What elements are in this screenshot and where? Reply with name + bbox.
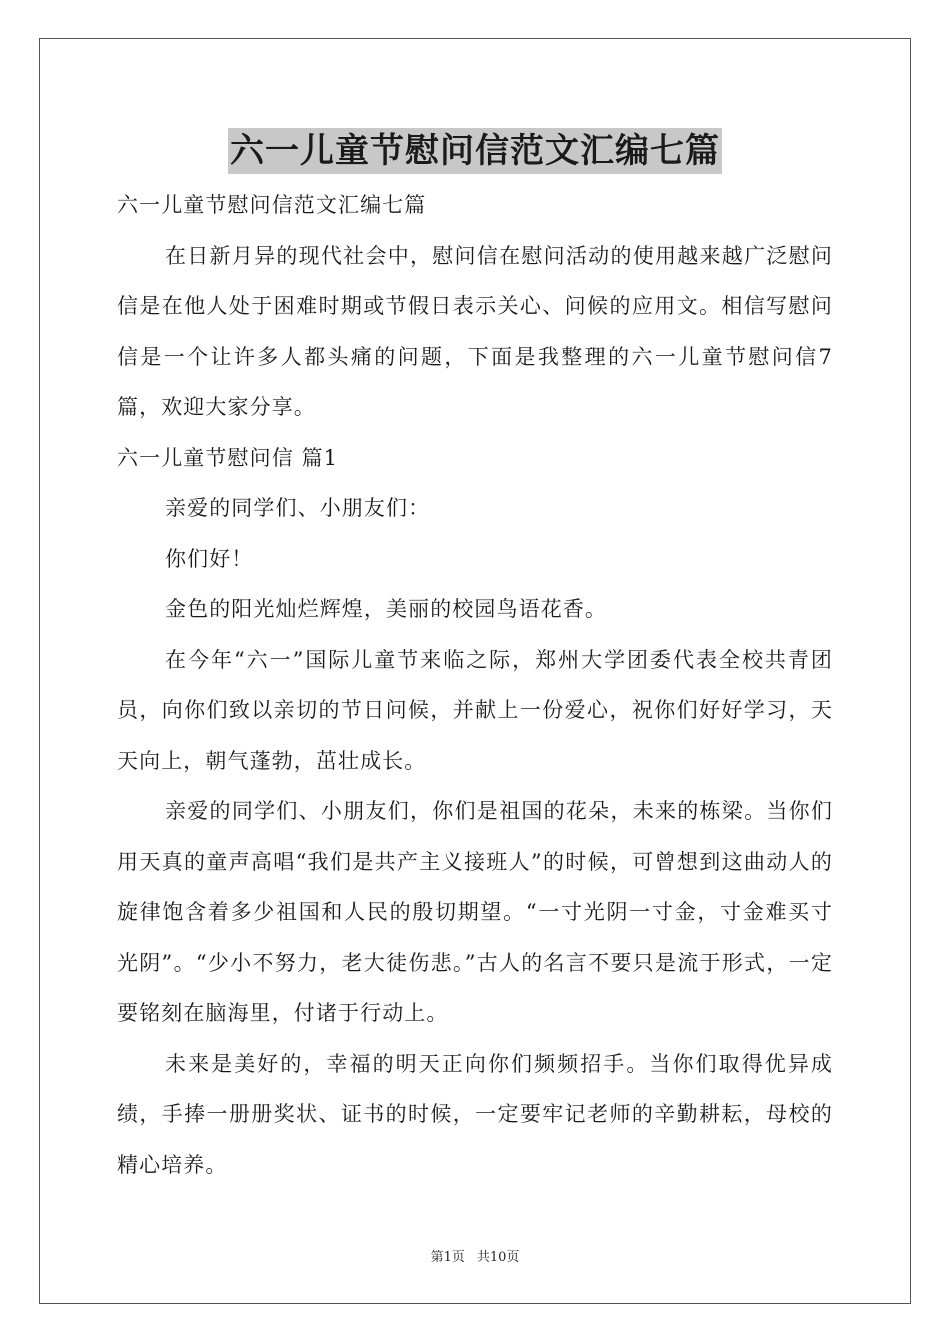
paragraph-0: 六一儿童节慰问信范文汇编七篇 — [117, 193, 427, 217]
paragraph-3: 亲爱的同学们、小朋友们： — [165, 496, 431, 520]
document-title: 六一儿童节慰问信范文汇编七篇 — [228, 128, 722, 174]
page-number: 第1页 — [430, 1250, 465, 1265]
paragraph-7: 亲爱的同学们、小朋友们，你们是祖国的花朵，未来的栋梁。当你们用天真的童声高唱“我们是共产主义接班人”的时候，可曾想到这曲动人的旋律饱含着多少祖国和人民的殷切期望。“一寸光阴一寸金，寸金难买寸光阴”。“少小不努力，老大徒伤悲。”古人的名言不要只是流于形式，一定要铭刻在脑海里，付诸于行动上。 — [117, 799, 833, 1025]
title-container — [0, 128, 950, 174]
paragraph-6: 在今年“六一”国际儿童节来临之际，郑州大学团委代表全校共青团员，向你们致以亲切的节日问候，并献上一份爱心，祝你们好好学习，天天向上，朝气蓬勃，茁壮成长。 — [117, 647, 833, 773]
paragraph-1: 在日新月异的现代社会中，慰问信在慰问活动的使用越来越广泛慰问信是在他人处于困难时期或节假日表示关心、问候的应用文。相信写慰问信是一个让许多人都头痛的问题，下面是我整理的六一儿童节慰问信7篇，欢迎大家分享。 — [117, 243, 833, 419]
section-heading: 六一儿童节慰问信 篇1 — [117, 445, 339, 470]
paragraph-8: 未来是美好的，幸福的明天正向你们频频招手。当你们取得优异成绩，手捧一册册奖状、证书的时候，一定要牢记老师的辛勤耕耘，母校的精心培养。 — [117, 1051, 833, 1177]
paragraph-4: 你们好！ — [165, 546, 254, 571]
paragraph-5: 金色的阳光灿烂辉煌，美丽的校园鸟语花香。 — [165, 597, 607, 621]
page-total: 共10页 — [476, 1250, 520, 1265]
document-body — [117, 180, 833, 1190]
page-footer — [0, 1246, 950, 1265]
